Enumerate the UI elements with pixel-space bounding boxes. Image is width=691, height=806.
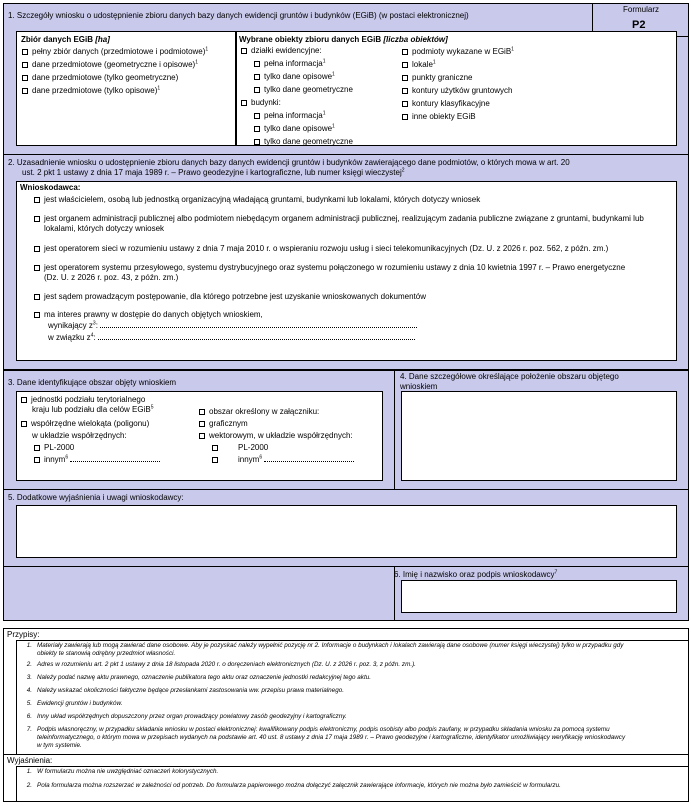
checkbox[interactable]	[402, 49, 408, 55]
checkbox[interactable]	[199, 433, 205, 439]
obj-dzialki-opisowe[interactable]: tylko dane opisowe$^1$	[254, 72, 335, 82]
checkbox[interactable]	[34, 457, 40, 463]
opt-wektorowym[interactable]: wektorowym, w układzie współrzędnych:	[199, 431, 353, 441]
footnote-6: 6. Inny układ współrzędnych dopuszczony przez organ prowadzący powiatowy zasób geodezyjny i kartograficzny.	[26, 713, 347, 720]
obj-budynki-opisowe[interactable]: tylko dane opisowe$^1$	[254, 124, 335, 134]
checkbox[interactable]	[254, 113, 260, 119]
checkbox[interactable]	[254, 87, 260, 93]
opt-wspolrzedne[interactable]: współrzędne wielokąta (poligonu)	[21, 419, 149, 429]
wyjasnienie-2: 2. Pola formularza można rozszerzać w zależności od potrzeb. Do formularza papierowego można dołączyć załącznik zawierające informacje, których nie można było zamieścić w formularzu.	[26, 782, 561, 789]
obj-budynki[interactable]: budynki:	[241, 98, 281, 108]
checkbox[interactable]	[241, 100, 247, 106]
checkbox[interactable]	[22, 88, 28, 94]
checkbox[interactable]	[34, 246, 40, 252]
checkbox[interactable]	[199, 409, 205, 415]
option-operator-sieci[interactable]: jest operatorem sieci w rozumieniu ustawy z dnia 7 maja 2010 r. o wspieraniu rozwoju usług i sieci telekomunikacyjnych (Dz. U. z 2026 r. poz. 562, z późn. zm.)	[34, 244, 608, 254]
checkbox[interactable]	[34, 216, 40, 222]
objects-header: Wybrane obiekty zbioru danych EGiB [liczba obiektów]	[239, 35, 448, 44]
checkbox[interactable]	[254, 126, 260, 132]
section-4-field[interactable]	[401, 391, 677, 481]
option-organ-cont: lokalami, których dotyczy wniosek	[44, 224, 165, 233]
section-1-title: 1. Szczegóły wniosku o udostępnienie zbioru danych bazy danych ewidencji gruntów i budynków (EGiB) (w postaci elektronicznej)	[8, 11, 469, 20]
obj-inne[interactable]: inne obiekty EGiB	[402, 112, 476, 122]
obj-dzialki-pelna[interactable]: pełna informacja$^1$	[254, 59, 325, 69]
checkbox[interactable]	[254, 139, 260, 145]
checkbox[interactable]	[254, 61, 260, 67]
checkbox[interactable]	[402, 88, 408, 94]
obj-dzialki-geo[interactable]: tylko dane geometryczne	[254, 85, 353, 95]
section-6-title: 6. Imię i nazwisko oraz podpis wnioskodawcy$^7$	[394, 569, 558, 579]
wyjasnienie-1: 1. W formularzu można nie uwzględniać oznaczeń kolorystycznych.	[26, 768, 219, 775]
option-organ[interactable]: jest organem administracji publicznej albo podmiotem niebędącym organem administracji publicznej, realizującym zadania publiczne związane z gruntami, budynkami lub	[34, 214, 644, 224]
section-2-title-1: 2. Uzasadnienie wniosku o udostępnienie zbioru danych bazy danych ewidencji gruntów i budynków zawierającego dane podmiotów, o których mowa w art. 20	[8, 158, 570, 167]
zbior-option-geo-opis[interactable]: dane przedmiotowe (geometryczne i opisowe)$^1$	[22, 60, 198, 70]
opt-innym[interactable]: innym$^6$	[34, 455, 160, 465]
opt-wekt-pl2000[interactable]: PL-2000	[212, 443, 268, 453]
section-4-title-2: wnioskiem	[400, 382, 438, 391]
opt-jednostki[interactable]: jednostki podziału terytorialnego	[21, 395, 145, 405]
signature-field[interactable]	[401, 580, 677, 613]
obj-podmioty[interactable]: podmioty wykazane w EGiB$^1$	[402, 47, 514, 57]
checkbox[interactable]	[34, 294, 40, 300]
checkbox[interactable]	[212, 445, 218, 451]
uklad-label: w układzie współrzędnych:	[32, 431, 127, 440]
option-operator-systemu[interactable]: jest operatorem systemu przesyłowego, systemu dystrybucyjnego oraz systemu połączonego w rozumieniu ustawy z dnia 10 kwietnia 1997 r. – Prawo energetyczne	[34, 263, 625, 273]
obj-lokale[interactable]: lokale$^1$	[402, 60, 436, 70]
obj-punkty[interactable]: punkty graniczne	[402, 73, 472, 83]
checkbox[interactable]	[402, 62, 408, 68]
opt-graficznym[interactable]: graficznym	[199, 419, 248, 429]
checkbox[interactable]	[199, 421, 205, 427]
form-code: P2	[632, 19, 646, 31]
footnote-5: 5. Ewidencji gruntów i budynków.	[26, 700, 123, 707]
obj-kontury-klas[interactable]: kontury klasyfikacyjne	[402, 99, 490, 109]
wynikajacy-z-field[interactable]: wynikający $z^3$:	[48, 321, 417, 331]
zbior-header: Zbiór danych EGiB [ha]	[21, 35, 110, 44]
checkbox[interactable]	[22, 62, 28, 68]
section-2-title-2: ust. 2 pkt 1 ustawy z dnia 17 maja 1989 r. – Prawo geodezyjne i kartograficzne, lub numer księgi wieczystej$^2$	[22, 167, 405, 177]
option-interes-prawny[interactable]: ma interes prawny w dostępie do danych objętych wnioskiem,	[34, 310, 263, 320]
section-5-field[interactable]	[16, 505, 677, 558]
option-sad[interactable]: jest sądem prowadzącym postępowanie, dla którego potrzebne jest uzyskanie wnioskowanych dokumentów	[34, 292, 426, 302]
footnote-1: 1. Materiały zawierają lub mogą zawierać dane osobowe. Aby je pozyskać należy wypełnić pozycję nr 2. Informacje o budynkach i lokalach zawierają dane osobowe (numer księgi wieczystej) tylko w przypadku gdy obiekty te stanowią odrębny przedmiot własności.	[26, 642, 624, 657]
obj-budynki-pelna[interactable]: pełna informacja$^1$	[254, 111, 325, 121]
checkbox[interactable]	[212, 457, 218, 463]
option-wlasciciel[interactable]: jest właścicielem, osobą lub jednostką organizacyjną władającą gruntami, budynkami lub lokalami, których dotyczy wniosek	[34, 195, 480, 205]
checkbox[interactable]	[21, 421, 27, 427]
wyjasnienia-title: Wyjaśnienia:	[7, 756, 53, 765]
checkbox[interactable]	[22, 75, 28, 81]
obj-budynki-geo[interactable]: tylko dane geometryczne	[254, 137, 353, 147]
option-operator-systemu-cont: (Dz. U. z 2026 r. poz. 43, z późn. zm.)	[44, 273, 179, 282]
zbior-option-opis[interactable]: dane przedmiotowe (tylko opisowe)$^1$	[22, 86, 160, 96]
checkbox[interactable]	[34, 265, 40, 271]
footnote-2: 2. Adres w rozumieniu art. 2 pkt 1 ustawy z dnia 18 listopada 2020 r. o doręczeniach elektronicznych (Dz. U. z 2026 r. poz. 3, z późn. zm.).	[26, 661, 416, 668]
opt-jednostki-cont: kraju lub podziału dla celów EGiB$^5$	[32, 404, 154, 414]
checkbox[interactable]	[21, 397, 27, 403]
opt-obszar-zalacznik[interactable]: obszar określony w załączniku:	[199, 407, 319, 417]
checkbox[interactable]	[402, 101, 408, 107]
przypisy-title: Przypisy:	[7, 630, 40, 639]
checkbox[interactable]	[254, 74, 260, 80]
checkbox[interactable]	[402, 75, 408, 81]
checkbox[interactable]	[241, 48, 247, 54]
section-3-title: 3. Dane identyfikujące obszar objęty wnioskiem	[8, 378, 177, 387]
wnioskodawca-header: Wnioskodawca:	[20, 183, 81, 192]
opt-wekt-innym[interactable]: innym$^6$	[212, 455, 354, 465]
checkbox[interactable]	[34, 197, 40, 203]
section-5-title: 5. Dodatkowe wyjaśnienia i uwagi wnioskodawcy:	[8, 493, 184, 502]
w-zwiazku-z-field[interactable]: w związku $z^4$:	[48, 333, 415, 343]
footnote-3: 3. Należy podać nazwę aktu prawnego, oznaczenie publikatora tego aktu oraz oznaczenie jednostki redakcyjnej tego aktu.	[26, 674, 371, 681]
checkbox[interactable]	[402, 114, 408, 120]
section-6-blank	[3, 566, 395, 621]
zbior-option-geo[interactable]: dane przedmiotowe (tylko geometryczne)	[22, 73, 178, 83]
zbior-option-full[interactable]: pełny zbiór danych (przedmiotowe i podmiotowe)$^1$	[22, 47, 208, 57]
footnote-4: 4. Należy wskazać okoliczności faktyczne będące przesłankami zastosowania ww. przepisu prawa materialnego.	[26, 687, 344, 694]
opt-pl2000[interactable]: PL-2000	[34, 443, 74, 453]
form-label: Formularz	[623, 5, 660, 14]
checkbox[interactable]	[22, 49, 28, 55]
checkbox[interactable]	[34, 312, 40, 318]
obj-dzialki[interactable]: działki ewidencyjne:	[241, 46, 322, 56]
footnote-7: 7. Podpis własnoręczny, w przypadku składania wniosku w postaci elektronicznej: kwalifikowany podpis elektroniczny, podpis osobisty albo podpis zaufany, w przypadku składania wniosku za pomocą systemu teleinformatycznego, o którym mowa w przepisach wydanych na podstawie art. 40 ust. 8 ustawy z dnia 17 maja 1989 r. – Prawo geodezyjne i kartograficzne, identyfikator umożliwiający weryfikację wnioskodawcy w tym systemie.	[26, 726, 626, 749]
checkbox[interactable]	[34, 445, 40, 451]
section-4-title-1: 4. Dane szczegółowe określające położenie obszaru objętego	[400, 372, 619, 381]
obj-kontury-uzytkow[interactable]: kontury użytków gruntowych	[402, 86, 513, 96]
